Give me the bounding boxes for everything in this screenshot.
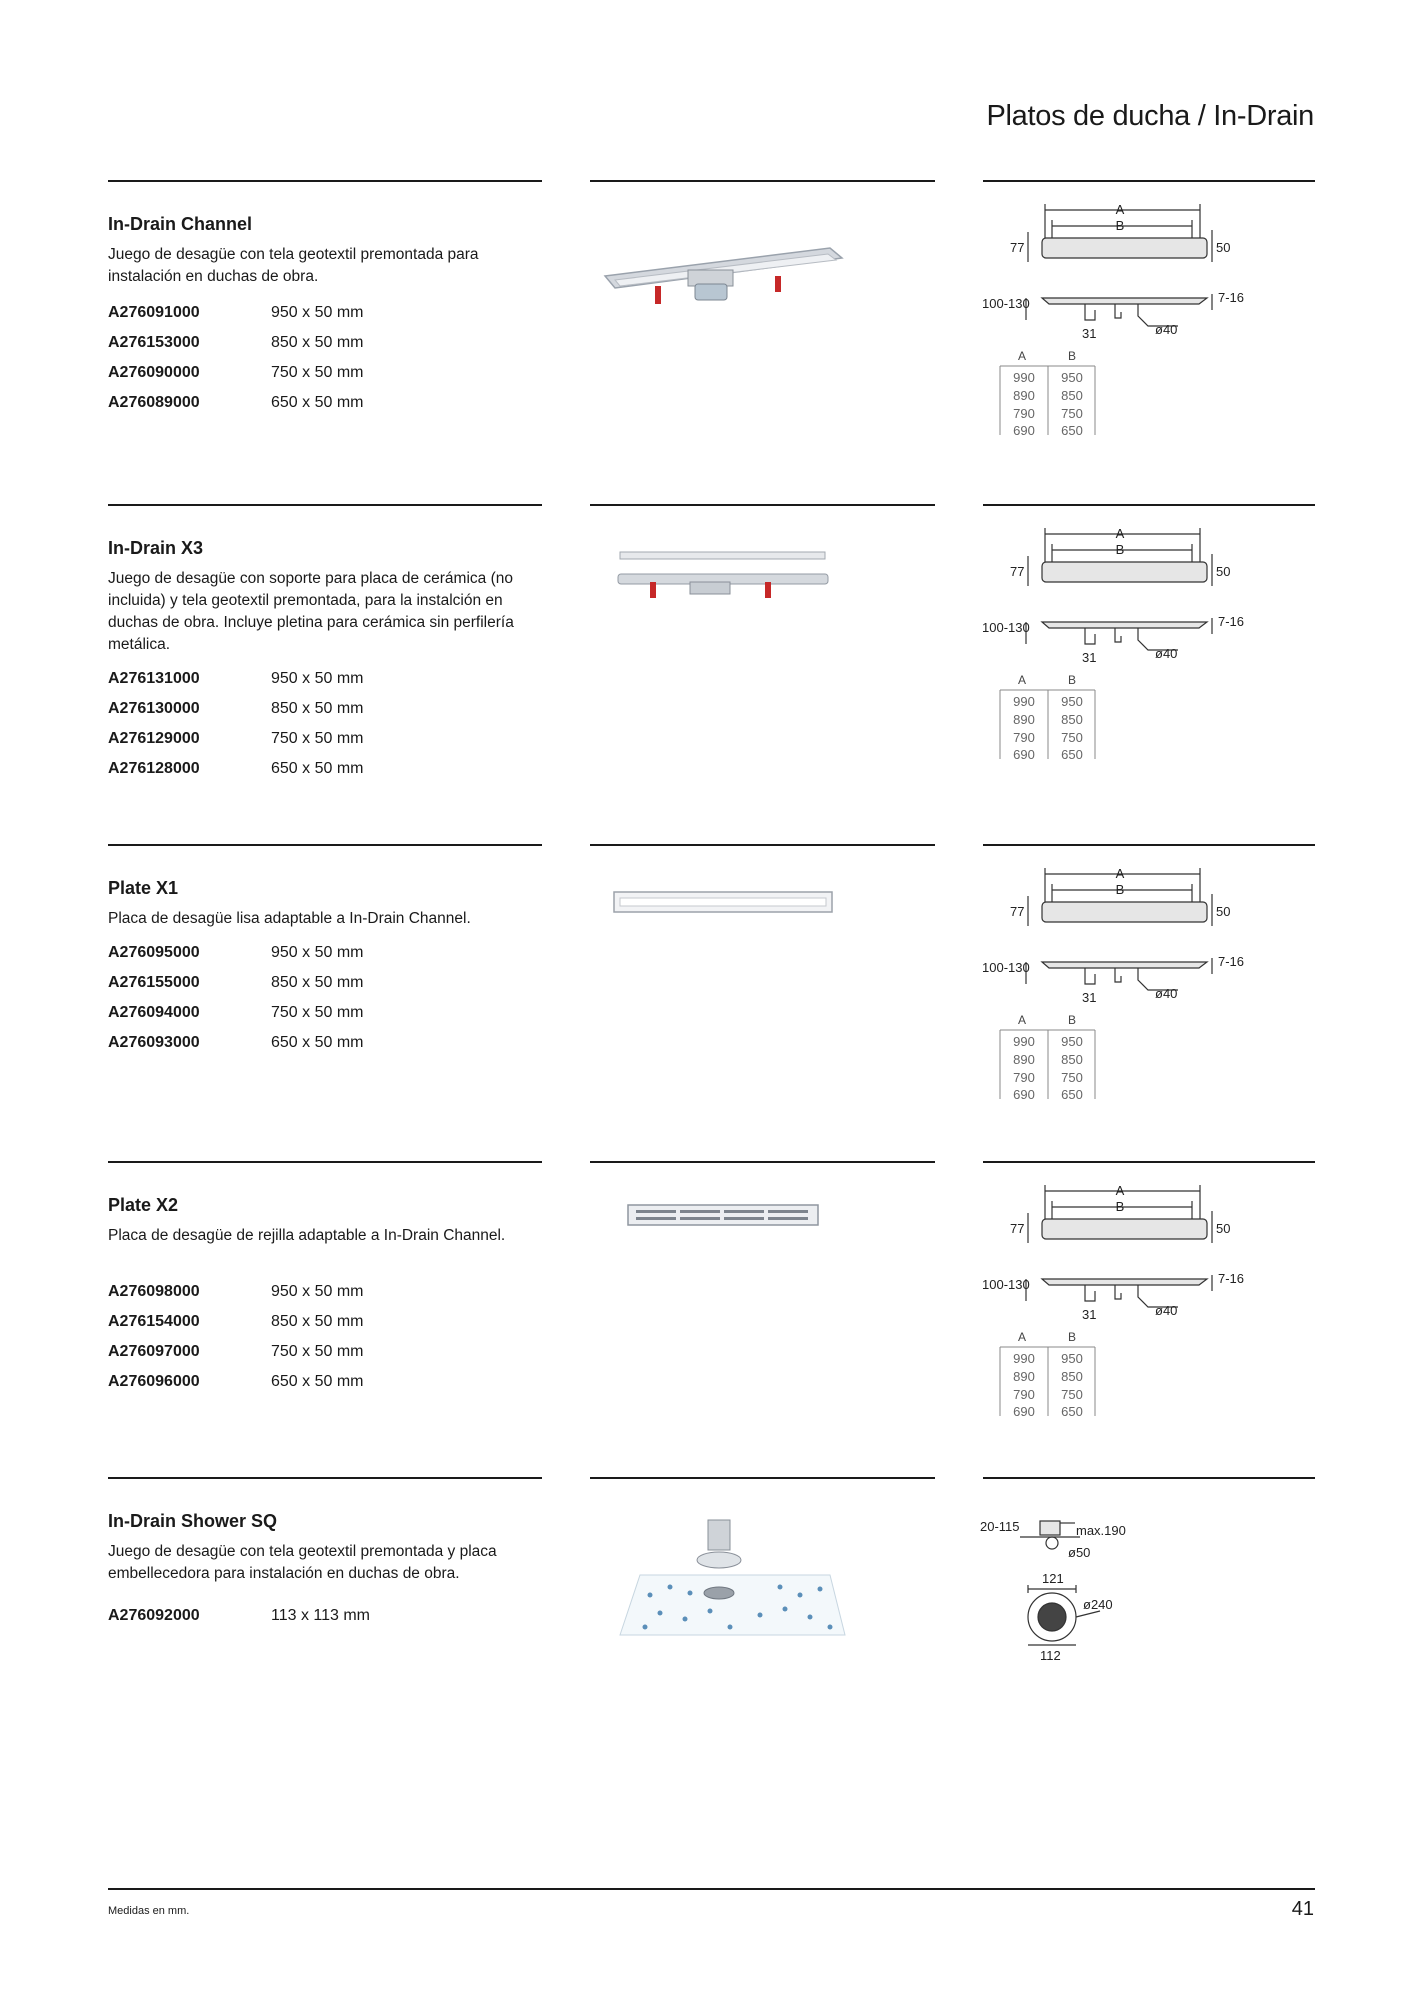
product-code: A276094000	[108, 1004, 200, 1021]
dim-o240: ø240	[1083, 1597, 1113, 1612]
product-code: A276091000	[108, 304, 200, 321]
product-size: 950 x 50 mm	[271, 1283, 364, 1300]
table-cell: 650	[1061, 423, 1083, 438]
table-cell: 750	[1061, 406, 1083, 421]
dim-o40: ø40	[1155, 1303, 1178, 1318]
product-size: 950 x 50 mm	[271, 670, 364, 687]
product-title: Plate X1	[108, 878, 179, 898]
table-col-b: B	[1067, 1013, 1077, 1027]
product-code: A276153000	[108, 334, 200, 351]
dim-o40: ø40	[1155, 646, 1178, 661]
technical-drawing	[980, 524, 1245, 784]
product-size: 650 x 50 mm	[271, 1373, 364, 1390]
table-cell: 990	[1013, 1034, 1035, 1049]
technical-drawing-wrapper	[980, 200, 1245, 465]
dim-a: A	[1115, 526, 1125, 541]
code-row	[108, 998, 363, 1028]
dim-a: A	[1115, 202, 1125, 217]
dim-b: B	[1115, 882, 1125, 897]
product-code: A276097000	[108, 1343, 200, 1360]
code-row	[108, 1601, 370, 1631]
shower-sq-drawing	[980, 1517, 1180, 1667]
code-row	[108, 1337, 363, 1367]
table-col-b: B	[1067, 1330, 1077, 1344]
dim-o50: ø50	[1068, 1545, 1091, 1560]
table-cell: 890	[1013, 1369, 1035, 1384]
dim-50: 50	[1216, 1221, 1231, 1236]
code-row	[108, 1307, 363, 1337]
dim-50: 50	[1216, 564, 1231, 579]
code-row	[108, 938, 363, 968]
table-cell: 690	[1013, 1087, 1035, 1102]
product-size: 650 x 50 mm	[271, 760, 364, 777]
table-cell: 790	[1013, 406, 1035, 421]
dim-a: A	[1115, 866, 1125, 881]
code-row	[108, 724, 363, 754]
table-cell: 990	[1013, 370, 1035, 385]
page-number: 41	[1291, 1898, 1314, 1920]
dim-50: 50	[1216, 240, 1231, 255]
product-codes	[108, 664, 363, 784]
code-row	[108, 664, 363, 694]
product-description: Juego de desagüe con soporte para placa de cerámica (no incluida) y tela geotextil premontada, para la instalción en duchas de obra. Incluye pletina para cerámica sin perfilería metálica.	[108, 570, 514, 653]
dim-77: 77	[1010, 564, 1025, 579]
code-row	[108, 694, 363, 724]
product-size: 650 x 50 mm	[271, 1034, 364, 1051]
dim-7-16: 7-16	[1218, 1271, 1245, 1286]
product-title: In-Drain Shower SQ	[108, 1511, 278, 1531]
plate-x2-image	[600, 1201, 840, 1231]
dim-77: 77	[1010, 1221, 1025, 1236]
plate-x1-image	[600, 888, 840, 918]
technical-drawing-wrapper	[980, 1181, 1245, 1446]
product-size: 950 x 50 mm	[271, 944, 364, 961]
dim-100-130: 100-130	[982, 296, 1030, 311]
table-col-a: A	[1017, 349, 1027, 363]
dim-b: B	[1115, 218, 1125, 233]
code-row	[108, 298, 363, 328]
product-code: A276098000	[108, 1283, 200, 1300]
dim-31: 31	[1082, 326, 1097, 341]
dim-31: 31	[1082, 1307, 1097, 1322]
product-size: 750 x 50 mm	[271, 1004, 364, 1021]
code-row	[108, 328, 363, 358]
dim-100-130: 100-130	[982, 620, 1030, 635]
product-code: A276154000	[108, 1313, 200, 1330]
footer-divider	[108, 1888, 1315, 1890]
dim-7-16: 7-16	[1218, 614, 1245, 629]
product-title: In-Drain X3	[108, 538, 204, 558]
table-cell: 790	[1013, 730, 1035, 745]
product-code: A276131000	[108, 670, 200, 687]
code-row	[108, 1277, 363, 1307]
product-code: A276089000	[108, 394, 200, 411]
page-title: Platos de ducha / In-Drain	[986, 100, 1314, 132]
table-cell: 990	[1013, 694, 1035, 709]
dim-31: 31	[1082, 650, 1097, 665]
technical-drawing	[980, 864, 1245, 1124]
table-cell: 750	[1061, 730, 1083, 745]
table-cell: 690	[1013, 747, 1035, 762]
product-codes	[108, 938, 363, 1058]
table-col-a: A	[1017, 673, 1027, 687]
dim-77: 77	[1010, 904, 1025, 919]
product-title: Plate X2	[108, 1195, 179, 1215]
product-size: 850 x 50 mm	[271, 1313, 364, 1330]
product-size: 950 x 50 mm	[271, 304, 364, 321]
dim-7-16: 7-16	[1218, 290, 1245, 305]
dim-100-130: 100-130	[982, 960, 1030, 975]
code-row	[108, 1028, 363, 1058]
product-codes	[108, 298, 363, 418]
product-description: Placa de desagüe de rejilla adaptable a In-Drain Channel.	[108, 1227, 506, 1244]
product-code: A276096000	[108, 1373, 200, 1390]
table-cell: 990	[1013, 1351, 1035, 1366]
product-code: A276130000	[108, 700, 200, 717]
table-cell: 850	[1061, 1052, 1083, 1067]
product-code: A276128000	[108, 760, 200, 777]
dim-7-16: 7-16	[1218, 954, 1245, 969]
product-size: 650 x 50 mm	[271, 394, 364, 411]
table-cell: 690	[1013, 1404, 1035, 1419]
table-cell: 650	[1061, 1087, 1083, 1102]
table-cell: 690	[1013, 423, 1035, 438]
shower-sq-image	[600, 1515, 850, 1645]
product-codes	[108, 1601, 370, 1631]
product-size: 850 x 50 mm	[271, 334, 364, 351]
table-cell: 650	[1061, 1404, 1083, 1419]
table-col-a: A	[1017, 1330, 1027, 1344]
technical-drawing-wrapper	[980, 864, 1245, 1129]
product-description: Juego de desagüe con tela geotextil premontada y placa embellecedora para instalación en duchas de obra.	[108, 1543, 497, 1582]
technical-drawing-wrapper	[980, 524, 1245, 789]
product-size: 850 x 50 mm	[271, 700, 364, 717]
product-size: 113 x 113 mm	[271, 1607, 371, 1624]
product-description: Juego de desagüe con tela geotextil premontada para instalación en duchas de obra.	[108, 246, 479, 285]
product-size: 850 x 50 mm	[271, 974, 364, 991]
product-code: A276155000	[108, 974, 200, 991]
table-cell: 890	[1013, 388, 1035, 403]
table-col-b: B	[1067, 349, 1077, 363]
code-row	[108, 358, 363, 388]
table-cell: 850	[1061, 1369, 1083, 1384]
product-size: 750 x 50 mm	[271, 1343, 364, 1360]
dim-31: 31	[1082, 990, 1097, 1005]
table-cell: 750	[1061, 1070, 1083, 1085]
dim-121: 121	[1042, 1571, 1064, 1586]
table-col-b: B	[1067, 673, 1077, 687]
dim-112: 112	[1040, 1648, 1061, 1663]
table-cell: 650	[1061, 747, 1083, 762]
dim-77: 77	[1010, 240, 1025, 255]
product-size: 750 x 50 mm	[271, 730, 364, 747]
dim-a: A	[1115, 1183, 1125, 1198]
table-cell: 750	[1061, 1387, 1083, 1402]
table-cell: 890	[1013, 1052, 1035, 1067]
x3-drain-image	[600, 550, 850, 630]
product-codes	[108, 1277, 363, 1397]
table-cell: 950	[1061, 1034, 1083, 1049]
product-title: In-Drain Channel	[108, 214, 253, 234]
table-cell: 790	[1013, 1070, 1035, 1085]
dim-o40: ø40	[1155, 986, 1178, 1001]
product-code: A276092000	[108, 1607, 200, 1624]
technical-drawing	[980, 200, 1245, 460]
dim-max-190: max.190	[1076, 1523, 1126, 1538]
table-cell: 890	[1013, 712, 1035, 727]
product-code: A276090000	[108, 364, 200, 381]
technical-drawing	[980, 1181, 1245, 1441]
code-row	[108, 754, 363, 784]
dim-o40: ø40	[1155, 322, 1178, 337]
code-row	[108, 968, 363, 998]
dim-b: B	[1115, 542, 1125, 557]
table-col-a: A	[1017, 1013, 1027, 1027]
product-code: A276093000	[108, 1034, 200, 1051]
table-cell: 850	[1061, 712, 1083, 727]
table-cell: 850	[1061, 388, 1083, 403]
product-size: 750 x 50 mm	[271, 364, 364, 381]
table-cell: 950	[1061, 1351, 1083, 1366]
code-row	[108, 1367, 363, 1397]
table-cell: 790	[1013, 1387, 1035, 1402]
code-row	[108, 388, 363, 418]
channel-drain-image	[600, 218, 850, 338]
product-code: A276095000	[108, 944, 200, 961]
table-cell: 950	[1061, 370, 1083, 385]
dim-50: 50	[1216, 904, 1231, 919]
dim-b: B	[1115, 1199, 1125, 1214]
product-code: A276129000	[108, 730, 200, 747]
product-description: Placa de desagüe lisa adaptable a In-Drain Channel.	[108, 910, 471, 927]
footnote: Medidas en mm.	[108, 1905, 190, 1917]
dim-100-130: 100-130	[982, 1277, 1030, 1292]
table-cell: 950	[1061, 694, 1083, 709]
dim-20-115: 20-115	[980, 1519, 1020, 1534]
